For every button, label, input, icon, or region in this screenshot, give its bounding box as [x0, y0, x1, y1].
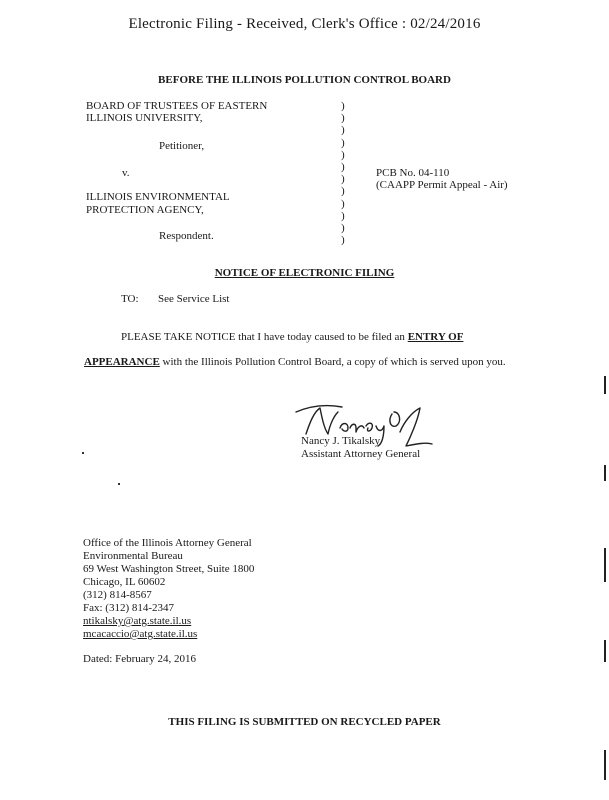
- office-fax: Fax: (312) 814-2347: [83, 602, 175, 614]
- petitioner-name-line1: BOARD OF TRUSTEES OF EASTERN: [86, 100, 268, 112]
- scan-edge-mark: [604, 376, 606, 394]
- case-type: (CAAPP Permit Appeal - Air): [376, 179, 508, 191]
- scan-edge-mark: [604, 640, 606, 662]
- scan-edge-mark: [604, 548, 606, 582]
- recycled-paper-footer: THIS FILING IS SUBMITTED ON RECYCLED PAPER: [168, 716, 441, 728]
- signer-title: Assistant Attorney General: [301, 448, 421, 460]
- respondent-role: Respondent.: [159, 230, 214, 242]
- office-line1: Office of the Illinois Attorney General: [83, 537, 252, 549]
- versus-label: v.: [122, 167, 130, 179]
- notice-text-part2: with the Illinois Pollution Control Board, a copy of which is served upon you.: [159, 356, 506, 368]
- filing-stamp: Electronic Filing - Received, Clerk's Office : 02/24/2016: [128, 16, 481, 32]
- to-value: See Service List: [158, 293, 230, 305]
- appearance-text: APPEARANCE: [84, 356, 160, 368]
- scan-speck: [118, 483, 120, 485]
- notice-paragraph-line1: [121, 331, 463, 343]
- office-line2: Environmental Bureau: [83, 550, 183, 562]
- signer-name: Nancy J. Tikalsky: [301, 435, 381, 447]
- office-line3: 69 West Washington Street, Suite 1800: [83, 563, 255, 575]
- office-email-2[interactable]: mcacaccio@atg.state.il.us: [83, 628, 198, 640]
- office-email-1[interactable]: ntikalsky@atg.state.il.us: [83, 615, 192, 627]
- dated-line: Dated: February 24, 2016: [83, 653, 197, 665]
- office-phone: (312) 814-8567: [83, 589, 152, 601]
- petitioner-role: Petitioner,: [159, 140, 205, 152]
- respondent-name-line2: PROTECTION AGENCY,: [86, 204, 204, 216]
- notice-text-part1: PLEASE TAKE NOTICE that I have today caused to be filed an: [121, 331, 408, 343]
- to-label: TO:: [121, 293, 139, 305]
- board-title: BEFORE THE ILLINOIS POLLUTION CONTROL BOARD: [158, 74, 451, 86]
- caption-parentheses: ) ) ) ) ) ) ) ) ) ) ) ): [341, 100, 345, 247]
- notice-paragraph-line2: [84, 356, 506, 368]
- petitioner-name-line2: ILLINOIS UNIVERSITY,: [86, 112, 203, 124]
- scan-edge-mark: [604, 750, 606, 780]
- scan-speck: [82, 452, 84, 454]
- entry-of-text: ENTRY OF: [407, 331, 464, 343]
- case-number: PCB No. 04-110: [376, 167, 450, 179]
- notice-title: NOTICE OF ELECTRONIC FILING: [214, 267, 395, 279]
- respondent-name-line1: ILLINOIS ENVIRONMENTAL: [86, 191, 230, 203]
- scan-edge-mark: [604, 465, 606, 481]
- office-line4: Chicago, IL 60602: [83, 576, 166, 588]
